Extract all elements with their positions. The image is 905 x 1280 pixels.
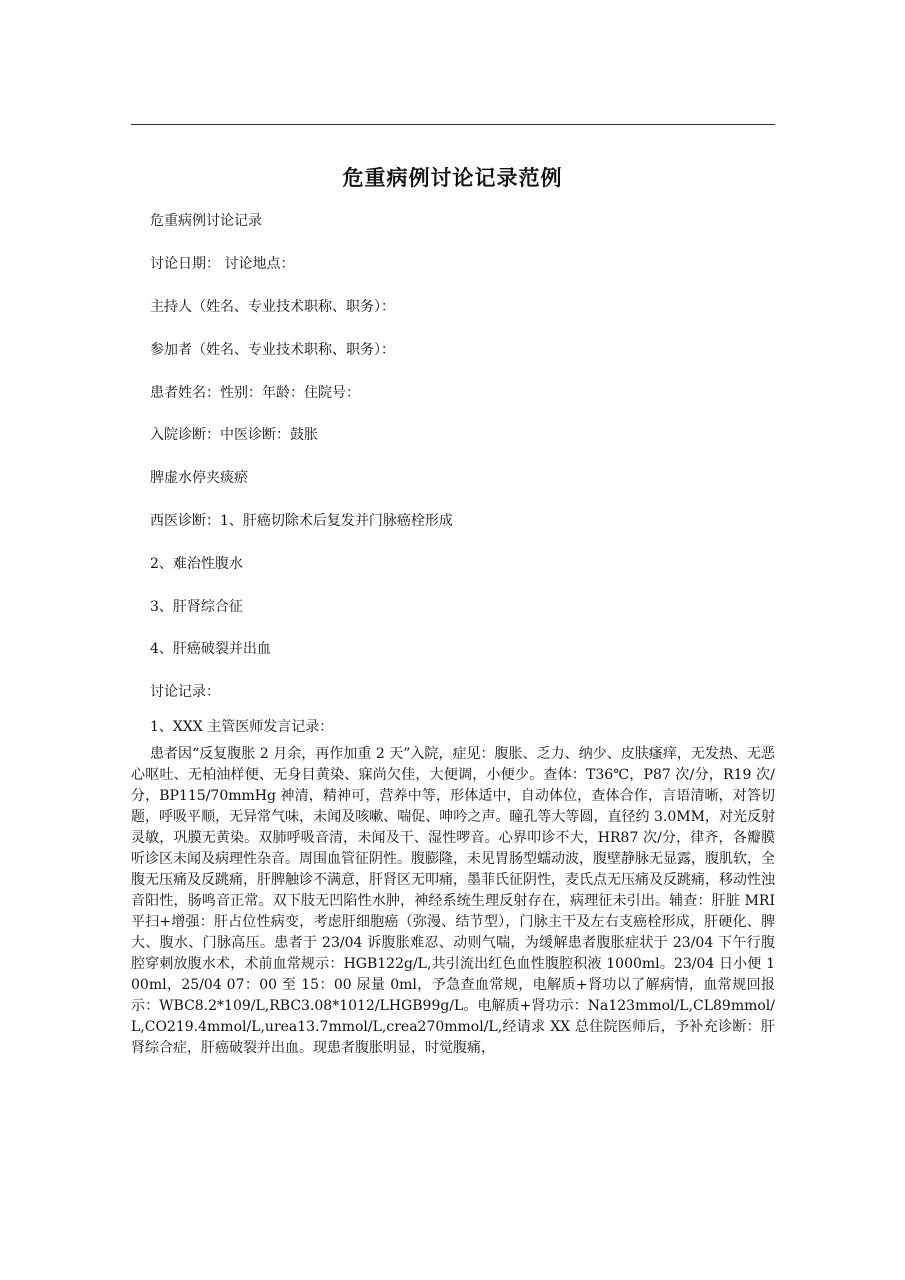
patient-info-line: 患者姓名：性别：年龄：住院号： (150, 385, 360, 401)
record-heading: 危重病例讨论记录 (150, 213, 262, 229)
discussion-heading: 讨论记录： (150, 684, 220, 700)
diagnosis-item-2: 2、难治性腹水 (150, 556, 243, 572)
diagnosis-item-4: 4、肝癌破裂并出血 (150, 641, 271, 657)
host-line: 主持人（姓名、专业技术职称、职务）： (150, 299, 395, 315)
date-location-line: 讨论日期： 讨论地点： (150, 256, 295, 272)
speaker-heading: 1、XXX 主管医师发言记录： (150, 719, 334, 735)
participants-line: 参加者（姓名、专业技术职称、职务）： (150, 342, 395, 358)
western-diagnosis-line: 西医诊断：1、肝癌切除术后复发并门脉癌栓形成 (150, 513, 453, 529)
top-rule (131, 124, 775, 125)
document-title: 危重病例讨论记录范例 (342, 166, 563, 190)
case-description-paragraph: 患者因“反复腹胀 2 月余，再作加重 2 天”入院，症见：腹胀、乏力、纳少、皮肤瘙痒，无发热、无恶心呕吐、无柏油样便、无身目黄染、寐尚欠佳，大便调，小便少。查体：T36℃，P87 次/分，R19 次/分，BP115/70mmHg 神清，精神可，营养中等，形体适中，自动体位，查体合作，言语清晰，对答切题，呼吸平顺，无异常气味，未闻及咳嗽、喘促、呻吟之声。瞳孔等大等圆，直径约 3.0MM，对光反射灵敏，巩膜无黄染。双肺呼吸音清，未闻及干、湿性啰音。心界叩诊不大，HR87 次/分，律齐，各瓣膜听诊区未闻及病理性杂音。周围血管征阴性。腹膨隆，未见胃肠型蠕动波，腹壁静脉无显露，腹肌软，全腹无压痛及反跳痛，肝脾触诊不满意，肝肾区无叩痛，墨菲氏征阴性，麦氏点无压痛及反跳痛，移动性浊音阳性，肠鸣音正常。双下肢无凹陷性水肿，神经系统生理反射存在，病理征未引出。辅查：肝脏 MRI 平扫+增强：肝占位性病变，考虑肝细胞癌（弥漫、结节型），门脉主干及左右支癌栓形成，肝硬化、脾大、腹水、门脉高压。患者于 23/04 诉腹胀难忍、动则气喘，为缓解患者腹胀症状于 23/04 下午行腹腔穿刺放腹水术，术前血常规示：HGB122g/L,共引流出红色血性腹腔积液 1000ml。23/04 日小便 100ml，25/04 07：00 至 15：00 尿量 0ml，予急查血常规，电解质+肾功以了解病情，血常规回报示：WBC8.2*109/L,RBC3.08*1012/LHGB99g/L。电解质+肾功示：Na123mmol/L,CL89mmol/L,CO219.4mmol/L,urea13.7mmol/L,crea270mmol/L,经请求 XX 总住院医师后，予补充诊断：肝肾综合症，肝癌破裂并出血。现患者腹胀明显，时觉腹痛， (131, 746, 775, 1056)
admission-diagnosis-line: 入院诊断：中医诊断：鼓胀 (150, 427, 318, 443)
diagnosis-item-3: 3、肝肾综合征 (150, 599, 243, 615)
tcm-diagnosis-line: 脾虚水停夹痰瘀 (150, 470, 248, 486)
